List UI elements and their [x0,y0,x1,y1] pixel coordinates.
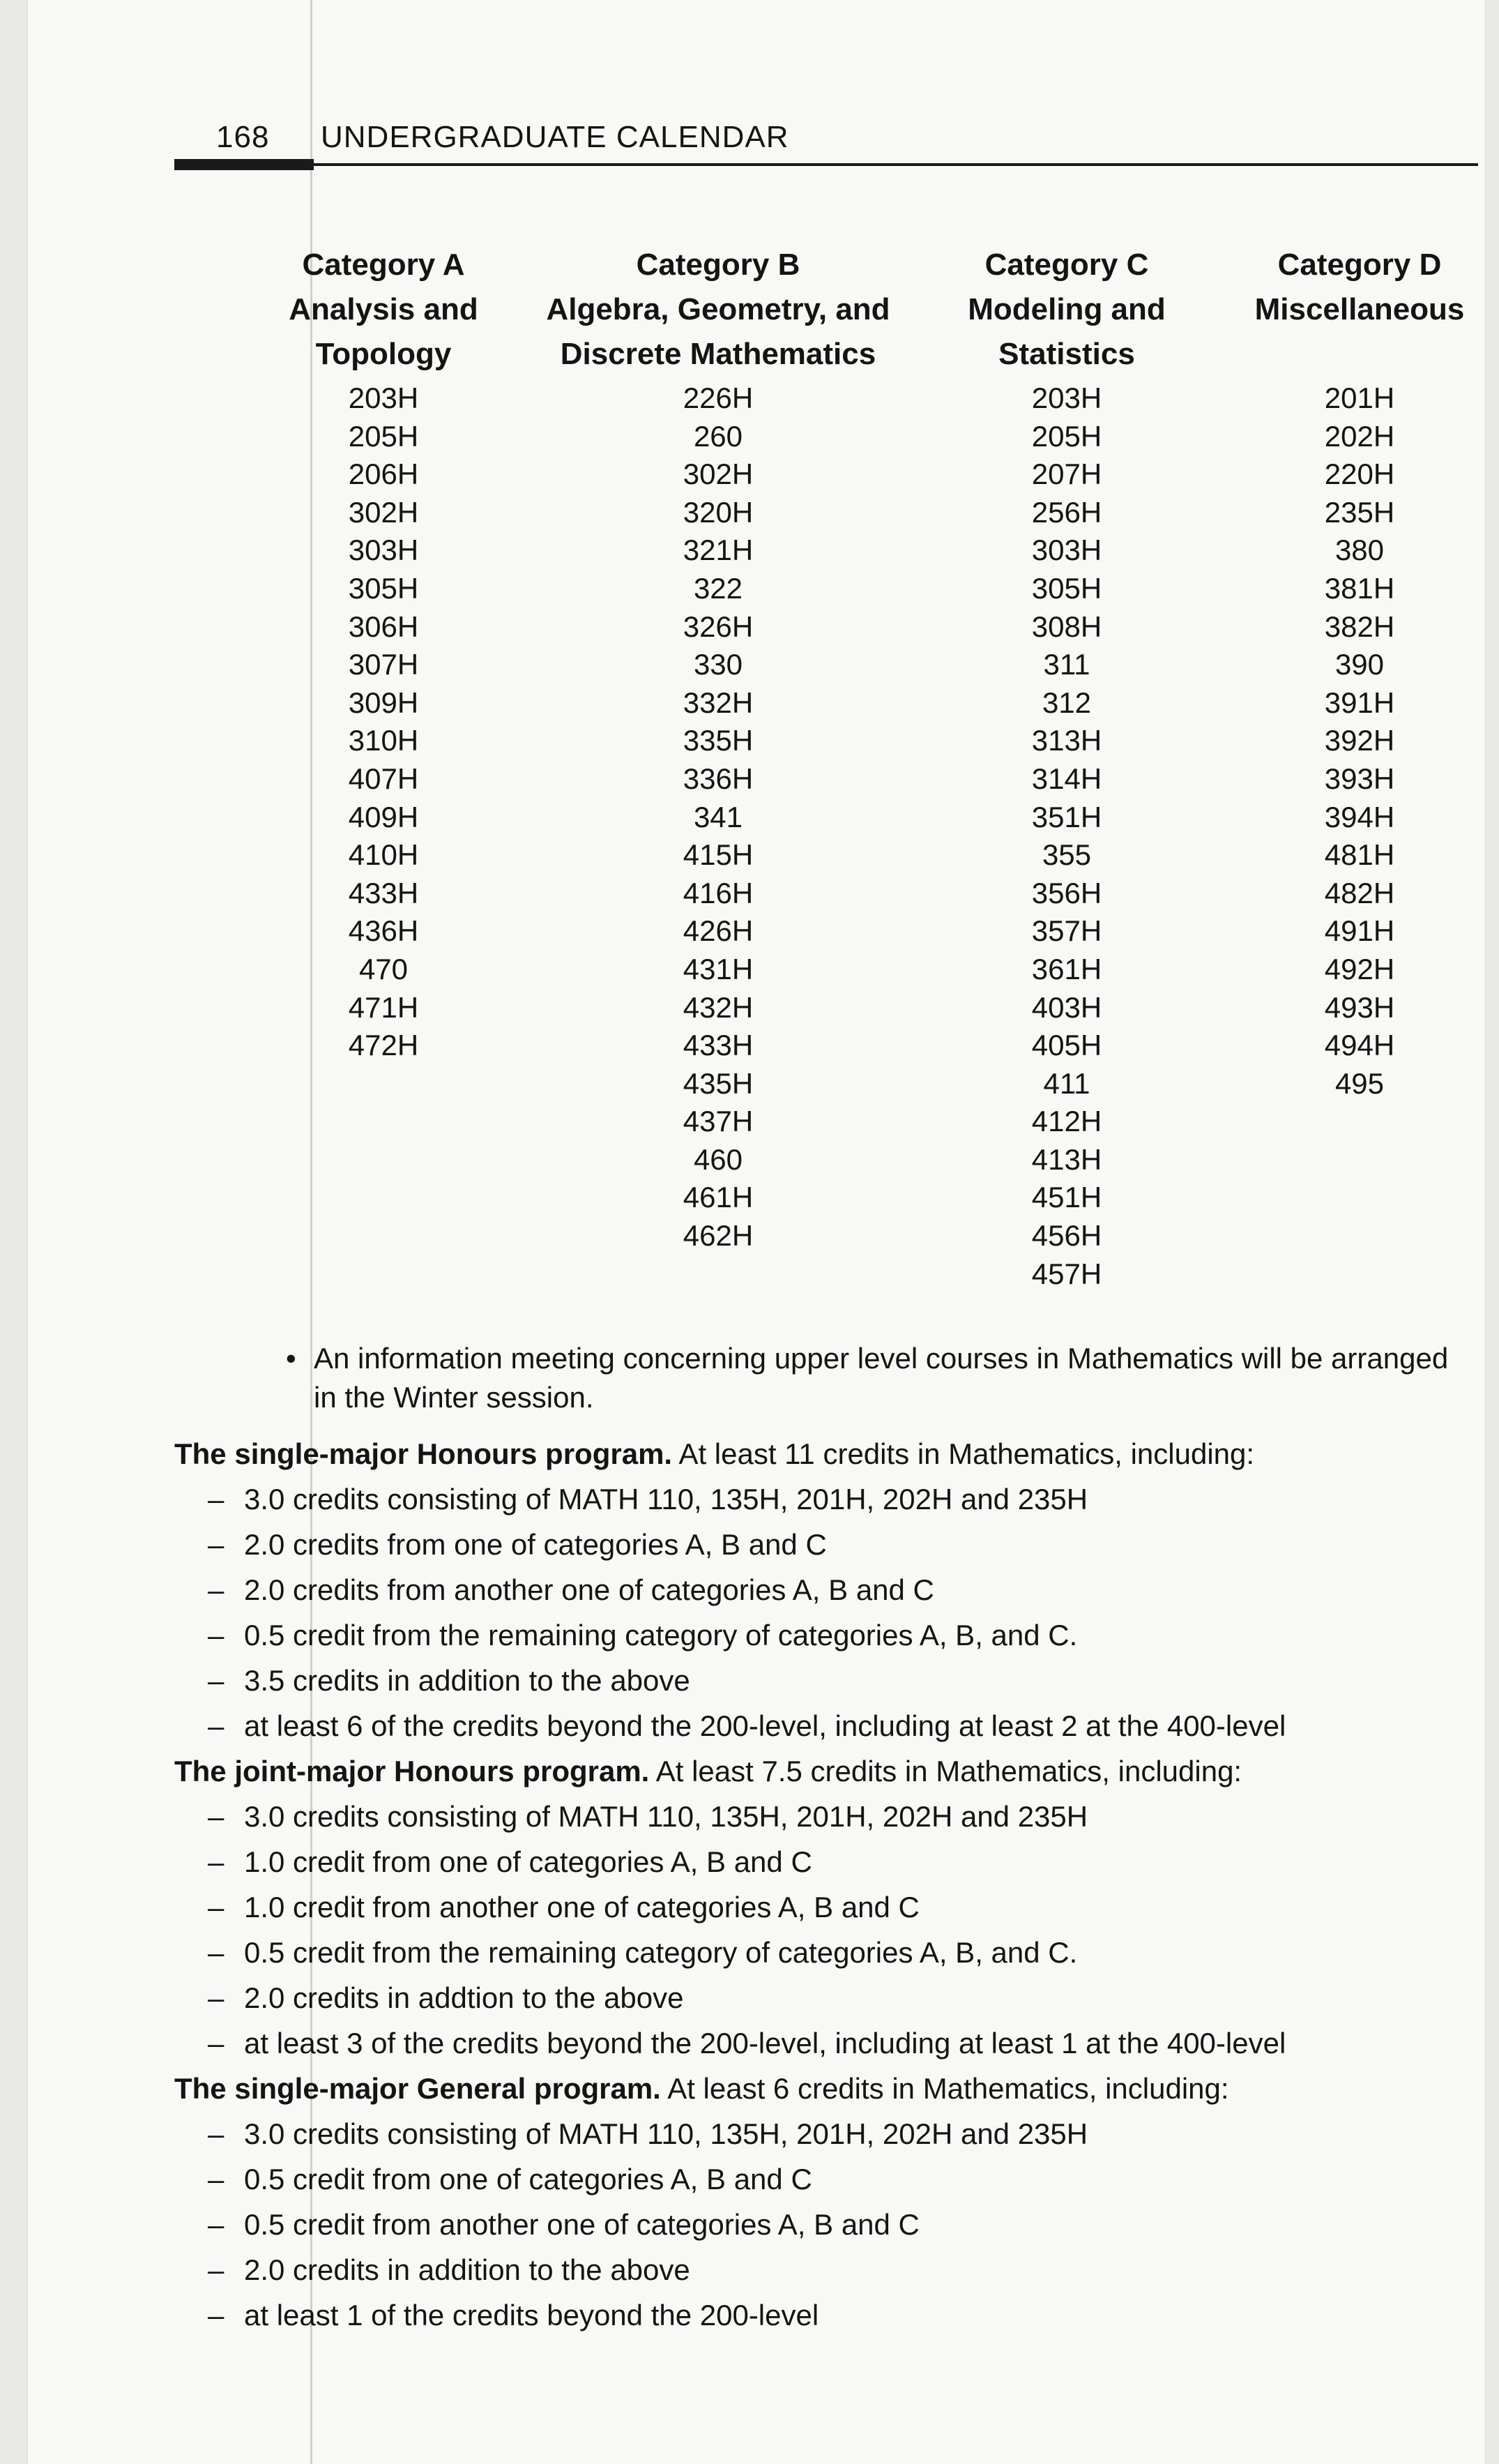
course-code: 356H [1031,876,1102,909]
program-title: The single-major Honours program. [174,1437,673,1470]
course-code: 494H [1324,1029,1395,1062]
program-intro: At least 6 credits in Mathematics, including: [660,2072,1229,2105]
program-requirements [174,1431,1471,2338]
requirement-item [174,1930,1471,1975]
dash-marker: – [208,1891,225,1923]
requirement-item [174,2156,1471,2202]
dash-marker: – [208,1573,225,1606]
course-code: 410H [348,838,419,872]
course-code: 460 [693,1142,743,1176]
dash-marker: – [208,2299,225,2331]
course-code: 390 [1334,648,1385,681]
program-intro: At least 7.5 credits in Mathematics, including: [649,1755,1242,1787]
course-code: 471H [348,990,419,1024]
requirement-list [174,1794,1471,2066]
requirement-text: 0.5 credit from the remaining category of categories A, B, and C. [244,1936,1078,1969]
requirement-text: at least 3 of the credits beyond the 200-level, including at least 1 at the 400-level [244,2027,1286,2059]
requirement-item [174,2111,1471,2156]
course-code: 335H [683,724,754,757]
course-code: 303H [348,534,419,567]
program-heading [174,1748,1471,1794]
course-code: 326H [683,610,754,643]
course-code: 302H [683,458,754,491]
program-heading [174,2066,1471,2111]
dash-marker: – [208,1981,225,2014]
course-code: 411 [1043,1066,1090,1100]
category-d-heading [1241,243,1478,377]
course-code: 392H [1324,724,1395,757]
information-meeting-note [286,1339,1471,1417]
requirement-text: 2.0 credits in addtion to the above [244,1981,684,2014]
note-text: An information meeting concerning upper level courses in Mathematics will be arranged in the Winter session. [314,1342,1449,1414]
course-code: 403H [1031,990,1102,1024]
course-code: 332H [683,686,754,719]
course-code: 405H [1031,1029,1102,1062]
calendar-page [28,0,1485,2464]
course-code: 201H [1324,381,1395,414]
requirement-item [174,2020,1471,2066]
requirement-text: 1.0 credit from another one of categories A, B and C [244,1891,920,1923]
course-code: 482H [1324,876,1395,909]
course-code: 226H [683,381,754,414]
requirement-item [174,2292,1471,2338]
course-code: 436H [348,914,419,948]
course-code: 416H [683,876,754,909]
requirement-text: 3.5 credits in addition to the above [244,1664,690,1697]
course-code: 308H [1031,610,1102,643]
requirement-item [174,1612,1471,1658]
requirement-item [174,1839,1471,1884]
course-code: 435H [683,1066,754,1100]
course-code: 313H [1031,724,1102,757]
course-code: 426H [683,914,754,948]
course-code: 432H [683,990,754,1024]
requirement-item [174,1658,1471,1703]
dash-marker: – [208,1619,225,1652]
course-code: 413H [1031,1142,1102,1176]
course-code: 336H [683,762,754,795]
requirement-item [174,1975,1471,2020]
dash-marker: – [208,2208,225,2241]
category-a-heading [279,243,488,377]
bullet-icon: • [286,1342,296,1375]
category-d-courses [1241,379,1478,1103]
category-heading-line: Topology [315,337,452,371]
category-heading-line: Statistics [998,337,1135,371]
course-code: 312 [1042,686,1092,719]
course-code: 309H [348,686,419,719]
category-a-column [279,243,488,1065]
program-heading [174,1431,1471,1476]
dash-marker: – [208,1528,225,1561]
requirement-text: 3.0 credits consisting of MATH 110, 135H, 201H, 202H and 235H [244,1800,1088,1833]
dash-marker: – [208,1845,225,1878]
course-code: 202H [1324,419,1395,453]
course-code: 235H [1324,495,1395,529]
requirement-item [174,1794,1471,1839]
requirement-list [174,2111,1471,2338]
category-heading-line: Modeling and [968,292,1166,326]
course-code: 351H [1031,800,1102,833]
course-code: 302H [348,495,419,529]
requirement-text: 1.0 credit from one of categories A, B and C [244,1845,812,1878]
course-code: 260 [693,419,743,453]
course-code: 437H [683,1105,754,1138]
requirement-item [174,2247,1471,2292]
course-code: 305H [348,571,419,605]
course-code: 205H [1031,419,1102,453]
course-code: 203H [348,381,419,414]
course-code: 361H [1031,952,1102,985]
category-c-heading [955,243,1178,377]
course-code: 409H [348,800,419,833]
course-code: 433H [683,1029,754,1062]
course-code: 380 [1334,534,1385,567]
program-title: The single-major General program. [174,2072,661,2105]
requirement-item [174,1567,1471,1612]
course-code: 355 [1042,838,1092,872]
course-code: 314H [1031,762,1102,795]
category-heading-line: Category B [636,248,800,282]
course-code: 382H [1324,610,1395,643]
category-a-courses [279,379,488,1065]
requirement-text: 2.0 credits from another one of categories A, B and C [244,1573,934,1606]
course-code: 415H [683,838,754,872]
page-number: 168 [216,120,270,154]
course-code: 320H [683,495,754,529]
category-heading-line: Category A [302,248,465,282]
program-intro: At least 11 credits in Mathematics, including: [672,1437,1255,1470]
category-c-courses [955,379,1178,1293]
course-code: 310H [348,724,419,757]
requirement-text: 0.5 credit from another one of categories A, B and C [244,2208,920,2241]
dash-marker: – [208,1483,225,1516]
course-code: 431H [683,952,754,985]
course-code: 321H [683,534,754,567]
category-heading-line: Category D [1277,248,1442,282]
dash-marker: – [208,2253,225,2286]
category-c-column [955,243,1178,1293]
course-code: 412H [1031,1105,1102,1138]
course-code: 305H [1031,571,1102,605]
course-code: 203H [1031,381,1102,414]
category-heading-line: Category C [984,248,1149,282]
requirement-item [174,1884,1471,1930]
course-code: 472H [348,1029,419,1062]
course-code: 470 [358,952,409,985]
course-code: 407H [348,762,419,795]
requirement-text: 0.5 credit from the remaining category of categories A, B, and C. [244,1619,1078,1652]
running-title: UNDERGRADUATE CALENDAR [321,120,789,154]
page-header [216,120,789,155]
course-code: 393H [1324,762,1395,795]
course-code: 457H [1031,1257,1102,1290]
category-b-courses [537,379,899,1255]
course-code: 307H [348,648,419,681]
program-title: The joint-major Honours program. [174,1755,650,1787]
requirement-text: 2.0 credits in addition to the above [244,2253,690,2286]
course-code: 311 [1043,648,1090,681]
course-code: 461H [683,1181,754,1214]
requirement-text: 3.0 credits consisting of MATH 110, 135H, 201H, 202H and 235H [244,1483,1088,1516]
course-code: 322 [693,571,743,605]
course-code: 456H [1031,1219,1102,1253]
dash-marker: – [208,2027,225,2059]
dash-marker: – [208,1936,225,1969]
dash-marker: – [208,2117,225,2150]
dash-marker: – [208,1664,225,1697]
course-code: 330 [693,648,743,681]
course-code: 357H [1031,914,1102,948]
course-code: 303H [1031,534,1102,567]
course-code: 207H [1031,458,1102,491]
requirement-text: 3.0 credits consisting of MATH 110, 135H, 201H, 202H and 235H [244,2117,1088,2150]
course-code: 433H [348,876,419,909]
program-single-major-general [174,2066,1471,2338]
requirement-item [174,1476,1471,1522]
course-code: 206H [348,458,419,491]
course-code: 495 [1334,1066,1385,1100]
requirement-text: 0.5 credit from one of categories A, B and C [244,2163,812,2195]
course-code: 391H [1324,686,1395,719]
course-code: 306H [348,610,419,643]
header-rule-accent [174,159,314,170]
dash-marker: – [208,2163,225,2195]
course-code: 492H [1324,952,1395,985]
category-d-column [1241,243,1478,1103]
course-code: 341 [693,800,743,833]
course-code: 381H [1324,571,1395,605]
category-heading-line: Miscellaneous [1254,292,1465,326]
requirement-text: 2.0 credits from one of categories A, B and C [244,1528,827,1561]
requirement-item [174,2202,1471,2247]
course-code: 451H [1031,1181,1102,1214]
header-rule [174,163,1478,166]
requirement-text: at least 6 of the credits beyond the 200-level, including at least 2 at the 400-level [244,1709,1286,1742]
requirement-text: at least 1 of the credits beyond the 200-level [244,2299,819,2331]
course-code: 256H [1031,495,1102,529]
course-code: 205H [348,419,419,453]
category-b-column [537,243,899,1255]
dash-marker: – [208,1709,225,1742]
category-heading-line: Algebra, Geometry, and [546,292,890,326]
program-joint-major-honours [174,1748,1471,2066]
category-heading-line [1241,332,1478,377]
course-code: 493H [1324,990,1395,1024]
dash-marker: – [208,1800,225,1833]
course-code: 462H [683,1219,754,1253]
course-code: 220H [1324,458,1395,491]
requirement-item [174,1703,1471,1748]
course-code: 481H [1324,838,1395,872]
category-heading-line: Discrete Mathematics [560,337,876,371]
requirement-list [174,1476,1471,1748]
course-code: 394H [1324,800,1395,833]
category-heading-line: Analysis and [289,292,478,326]
program-single-major-honours [174,1431,1471,1748]
category-b-heading [537,243,899,377]
requirement-item [174,1522,1471,1567]
course-code: 491H [1324,914,1395,948]
